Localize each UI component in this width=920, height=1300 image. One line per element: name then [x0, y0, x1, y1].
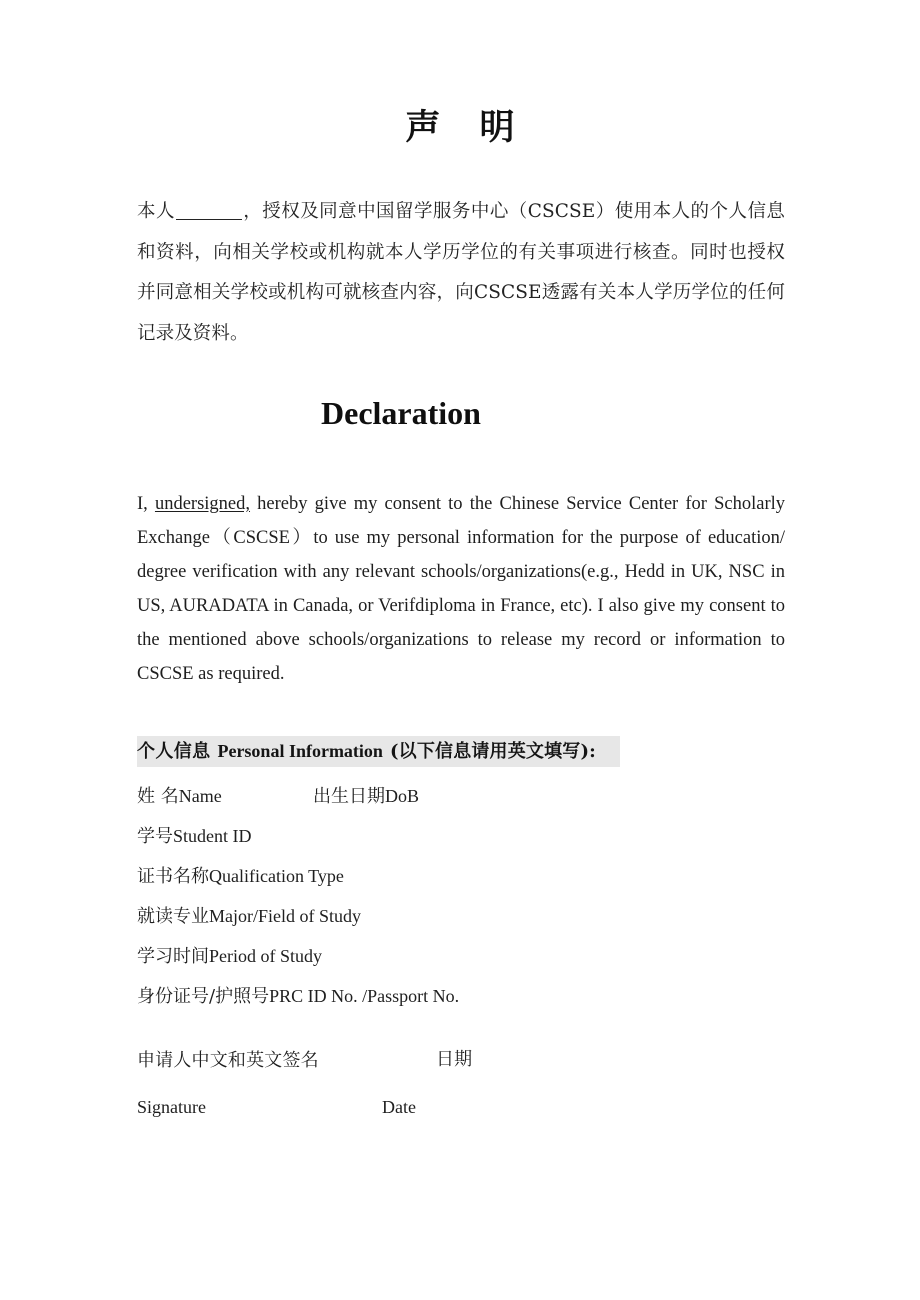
date-label-english: Date	[382, 1097, 416, 1117]
personal-information-header-chinese: 个人信息	[137, 741, 211, 762]
name-blank-underline[interactable]	[176, 219, 242, 220]
field-label-major-cn: 就读专业	[137, 906, 209, 927]
chinese-consent-paragraph	[137, 192, 785, 354]
field-label-name-en: Name	[178, 786, 222, 806]
signature-label-chinese: 申请人中文和英文签名	[137, 1050, 319, 1071]
english-paragraph-rest: hereby give my consent to the Chinese Service Center for Scholarly Exchange（CSCSE）to use my personal information for the purpose of education/ degree verification with any relevant schools/organizations(e.g., Hedd in UK, NSC in US, AURADATA in Canada, or Verifdiploma in France, etc). I also give my consent to the mentioned above schools/organizations to release my record or information to CSCSE as required.	[137, 494, 785, 684]
field-label-qualification-type-cn: 证书名称	[137, 866, 209, 887]
chinese-paragraph-prefix: 本人	[137, 201, 175, 222]
field-row-student-id	[137, 816, 785, 856]
english-paragraph-lead: I,	[137, 494, 155, 514]
english-consent-paragraph	[137, 487, 785, 691]
field-row-id-passport	[137, 976, 785, 1016]
field-label-dob-en: DoB	[385, 786, 420, 806]
personal-information-header-english: Personal Information	[217, 741, 383, 761]
field-label-student-id-en: Student ID	[173, 826, 252, 846]
field-label-major-en: Major/Field of Study	[209, 906, 361, 926]
chinese-paragraph-rest: ，授权及同意中国留学服务中心（CSCSE）使用本人的个人信息和资料，向相关学校或机构就本人学历学位的有关事项进行核查。同时也授权并同意相关学校或机构可就核查内容，向CSCSE透露有关本人学历学位的任何记录及资料。	[137, 201, 785, 344]
field-row-period-of-study	[137, 936, 785, 976]
field-label-period-of-study-cn: 学习时间	[137, 946, 209, 967]
field-row-name-dob	[137, 776, 785, 816]
undersigned-underlined-text: undersigned,	[154, 494, 251, 514]
page-title-english: Declaration	[321, 395, 481, 431]
page-title-chinese: 声 明	[405, 107, 517, 148]
field-label-id-passport-cn: 身份证号/护照号	[137, 986, 270, 1007]
signature-block	[137, 1042, 785, 1136]
signature-row-chinese	[137, 1042, 785, 1089]
field-row-qualification-type	[137, 856, 785, 896]
field-label-name-cn: 姓 名	[137, 786, 179, 807]
personal-information-header-note: (以下信息请用英文填写):	[389, 741, 596, 762]
field-label-period-of-study-en: Period of Study	[209, 946, 323, 966]
signature-row-english	[137, 1089, 785, 1136]
date-label-chinese: 日期	[436, 1049, 473, 1070]
personal-information-field-list	[137, 776, 785, 1016]
signature-label-english: Signature	[137, 1097, 206, 1117]
field-dob	[313, 776, 419, 817]
field-label-id-passport-en: PRC ID No. /Passport No.	[269, 986, 460, 1006]
personal-information-header	[137, 736, 620, 767]
field-label-dob-cn: 出生日期	[313, 786, 385, 807]
field-label-qualification-type-en: Qualification Type	[209, 866, 344, 886]
field-row-major	[137, 896, 785, 936]
field-label-student-id-cn: 学号	[137, 826, 173, 847]
